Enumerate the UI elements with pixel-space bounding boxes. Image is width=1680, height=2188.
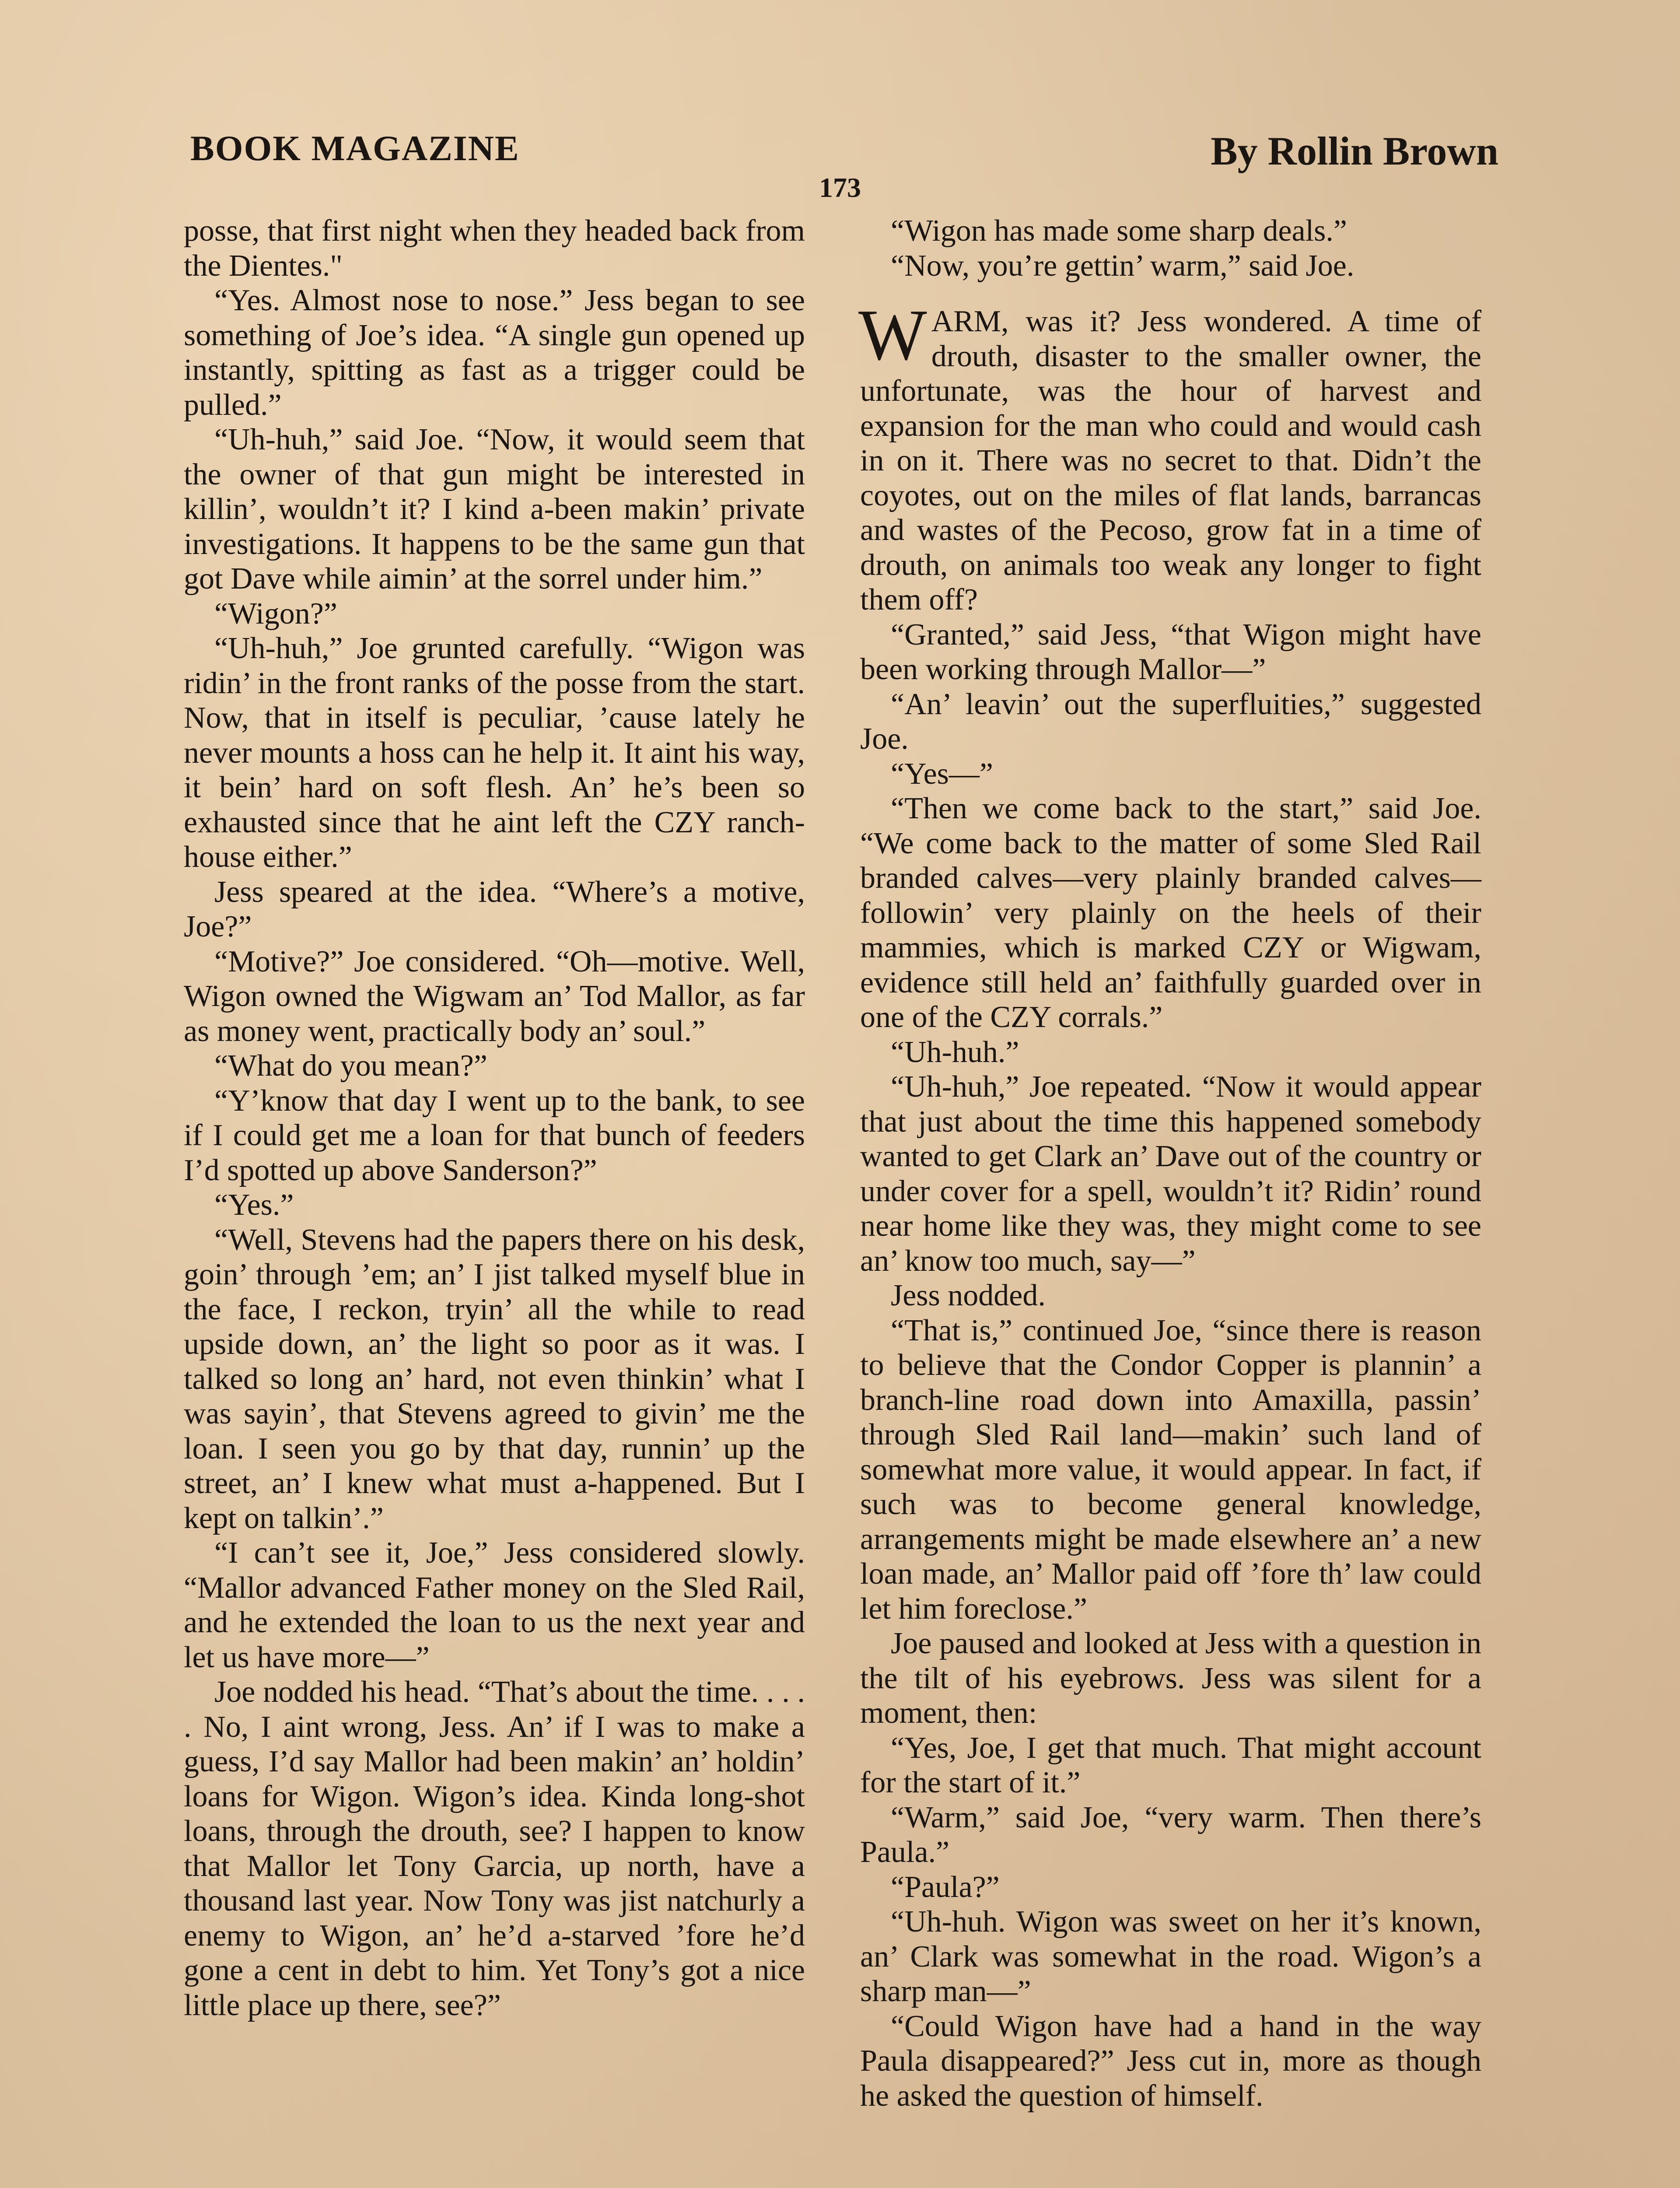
paragraph: “Granted,” said Jess, “that Wigon might have been working through Mallor—”: [860, 617, 1481, 686]
paragraph: “Yes.”: [214, 1188, 294, 1222]
magazine-title: BOOK MAGAZINE: [190, 128, 520, 168]
author-byline: By Rollin Brown: [1211, 129, 1498, 173]
paragraph: “Paula?”: [891, 1870, 1000, 1904]
right-column: [860, 214, 1481, 2113]
paragraph: “Could Wigon have had a hand in the way Paula disappeared?” Jess cut in, more as though he asked the question of himself.: [860, 2009, 1481, 2113]
page-number: 173: [819, 172, 861, 203]
drop-cap: W: [858, 295, 927, 375]
paragraph: Joe paused and looked at Jess with a question in the tilt of his eyebrows. Jess was silent for a moment, then:: [860, 1627, 1481, 1730]
running-header: [190, 128, 1498, 176]
paragraph: posse, that first night when they headed back from the Dientes.": [184, 214, 805, 283]
paragraph: “Uh-huh.”: [891, 1035, 1019, 1069]
paragraph: “Warm,” said Joe, “very warm. Then there’s Paula.”: [860, 1800, 1481, 1869]
paragraph: “Then we come back to the start,” said Joe. “We come back to the matter of some Sled Rail branded calves—very plainly branded calves—followin’ very plainly on the heels of their mammies, which is marked CZY or Wigwam, evidence still held an’ faithfully guarded over in one of the CZY corrals.”: [860, 792, 1481, 1034]
paragraph: “That is,” continued Joe, “since there is reason to believe that the Condor Copper is plannin’ a branch-line road down into Amaxilla, passin’ through Sled Rail land—makin’ such land of somewhat more value, it would appear. In fact, if such was to become general knowledge, arrangements might be made elsewhere an’ a new loan made, an’ Mallor paid off ’fore th’ law could let him foreclose.”: [860, 1313, 1481, 1626]
paragraph: “Uh-huh,” said Joe. “Now, it would seem that the owner of that gun might be interested in killin’, wouldn’t it? I kind a-been makin’ private investigations. It happens to be the same gun that got Dave while aimin’ at the sorrel under him.”: [184, 423, 805, 596]
paragraph: “Wigon?”: [214, 596, 337, 631]
paragraph: “Yes. Almost nose to nose.” Jess began to see something of Joe’s idea. “A single gun opened up instantly, spitting as fast as a trigger could be pulled.”: [184, 284, 805, 422]
paragraph: “Wigon has made some sharp deals.”: [891, 214, 1347, 248]
section-opening-paragraph: [858, 295, 1481, 617]
paragraph-text: ARM, was it? Jess wondered. A time of drouth, disaster to the smaller owner, the unfortunate, was the hour of harvest and expansion for the man who could and would cash in on it. There was no secret to that. Didn’t the coyotes, out on the miles of flat lands, barrancas and wastes of the Pecoso, grow fat in a time of drouth, on animals too weak any longer to fight them off?: [860, 305, 1481, 617]
paragraph: “Yes, Joe, I get that much. That might account for the start of it.”: [860, 1731, 1481, 1799]
paragraph: Joe nodded his head. “That’s about the time. . . . . No, I aint wrong, Jess. An’ if I was to make a guess, I’d say Mallor had been makin’ an’ holdin’ loans for Wigon. Wigon’s idea. Kinda long-shot loans, through the drouth, see? I happen to know that Mallor let Tony Garcia, up north, have a thousand last year. Now Tony was jist natchurly a enemy to Wigon, an’ he’d a-starved ’fore he’d gone a cent in debt to him. Yet Tony’s got a nice little place up there, see?”: [184, 1675, 805, 2022]
paragraph: Jess speared at the idea. “Where’s a motive, Joe?”: [184, 875, 805, 943]
paragraph: Jess nodded.: [891, 1279, 1046, 1312]
paragraph: “Well, Stevens had the papers there on his desk, goin’ through ’em; an’ I jist talked myself blue in the face, I reckon, tryin’ all the while to read upside down, an’ the light so poor as it was. I talked so long an’ hard, not even thinkin’ what I was sayin’, that Stevens agreed to givin’ me the loan. I seen you go by that day, runnin’ up the street, an’ I knew what must a-happened. But I kept on talkin’.”: [184, 1223, 805, 1535]
paragraph: “Y’know that day I went up to the bank, to see if I could get me a loan for that bunch of feeders I’d spotted up above Sanderson?”: [184, 1083, 805, 1187]
paragraph: “An’ leavin’ out the superfluities,” suggested Joe.: [860, 687, 1481, 756]
paragraph: “Uh-huh,” Joe repeated. “Now it would appear that just about the time this happened somebody wanted to get Clark an’ Dave out of the country or under cover for a spell, wouldn’t it? Ridin’ round near home like they was, they might come to see an’ know too much, say—”: [860, 1070, 1481, 1278]
paragraph: “Now, you’re gettin’ warm,” said Joe.: [891, 249, 1354, 283]
paragraph: “Yes—”: [891, 757, 993, 791]
paragraph: “Uh-huh. Wigon was sweet on her it’s known, an’ Clark was somewhat in the road. Wigon’s a sharp man—”: [860, 1905, 1481, 2008]
left-column: [184, 214, 805, 2023]
paragraph: “What do you mean?”: [214, 1049, 487, 1083]
paragraph: “Uh-huh,” Joe grunted carefully. “Wigon was ridin’ in the front ranks of the posse from the start. Now, that in itself is peculiar, ’cause lately he never mounts a hoss can he help it. It aint his way, it bein’ hard on soft flesh. An’ he’s been so exhausted since that he aint left the CZY ranch-house either.”: [184, 631, 805, 874]
paragraph: “I can’t see it, Joe,” Jess considered slowly. “Mallor advanced Father money on the Sled Rail, and he extended the loan to us the next year and let us have more—”: [184, 1536, 805, 1674]
paragraph: “Motive?” Joe considered. “Oh—motive. Well, Wigon owned the Wigwam an’ Tod Mallor, as far as money went, practically body an’ soul.”: [184, 944, 805, 1048]
